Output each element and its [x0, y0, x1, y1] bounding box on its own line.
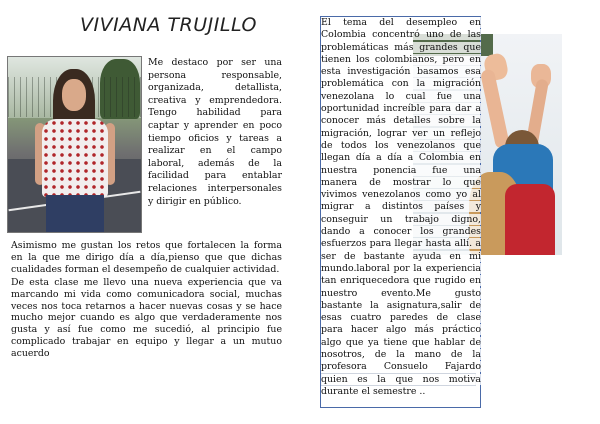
portrait-photo: [7, 56, 142, 233]
article-text[interactable]: El tema del desempleo en Colombia concentró uno de las problemáticas más grandes que tienen los colombianos, pero en esta investigación basamos esa problemática con la migración venezolana lo cual fue una oportunidad increíble para dar a conocer más detalles sobre la migración, lograr ver un reflejo de todos los venezolanos que llegan día a día a Colombia en nuestra ponencia fue una manera de mostrar lo que vivimos venezolanos como yo al migrar a distintos países y conseguir un trabajo digno, dando a conocer los grandes esfuerzos para llegar hasta allí. a ser de bastante ayuda en mi mundo.laboral por la experiencia tan enriquecedora que rugido en nuestro evento.Me gusto bastante la asignatura,salir de esas cuatro paredes de clase para hacer algo más práctico algo que ya tiene que hablar de nosotros, de la mano de la profesora Consuelo Fajardo quien es la que nos motiva durante el semestre ..: [321, 17, 481, 397]
author-name: VIVIANA TRUJILLO: [80, 14, 257, 36]
intro-text: Me destaco por ser una persona responsable, organizada, detallista, creativa y emprendedora. Tengo habilidad para captar y aprender en poco tiempo oficios y tareas a realizar en el campo laboral, además de la facilidad para entablar relaciones interpersonales y dirigir en público.: [148, 57, 282, 207]
body-paragraph-2: De esta clase me llevo una nueva experiencia que va marcando mi vida como comunicadora social, muchas veces nos toca retarnos a hacer nuevas cosas y se hace mucho mejor cuando es algo que verdaderamente nos gusta y así fue como me sucedió, al principio fue complicado trabajar en equipo y llegar a un mutuo acuerdo: [11, 277, 282, 359]
body-paragraph-1: Asimismo me gustan los retos que fortalecen la forma en la que me dirigo día a día,pienso que que dichas cualidades forman el desempeño de cualquier actividad.: [11, 240, 282, 275]
